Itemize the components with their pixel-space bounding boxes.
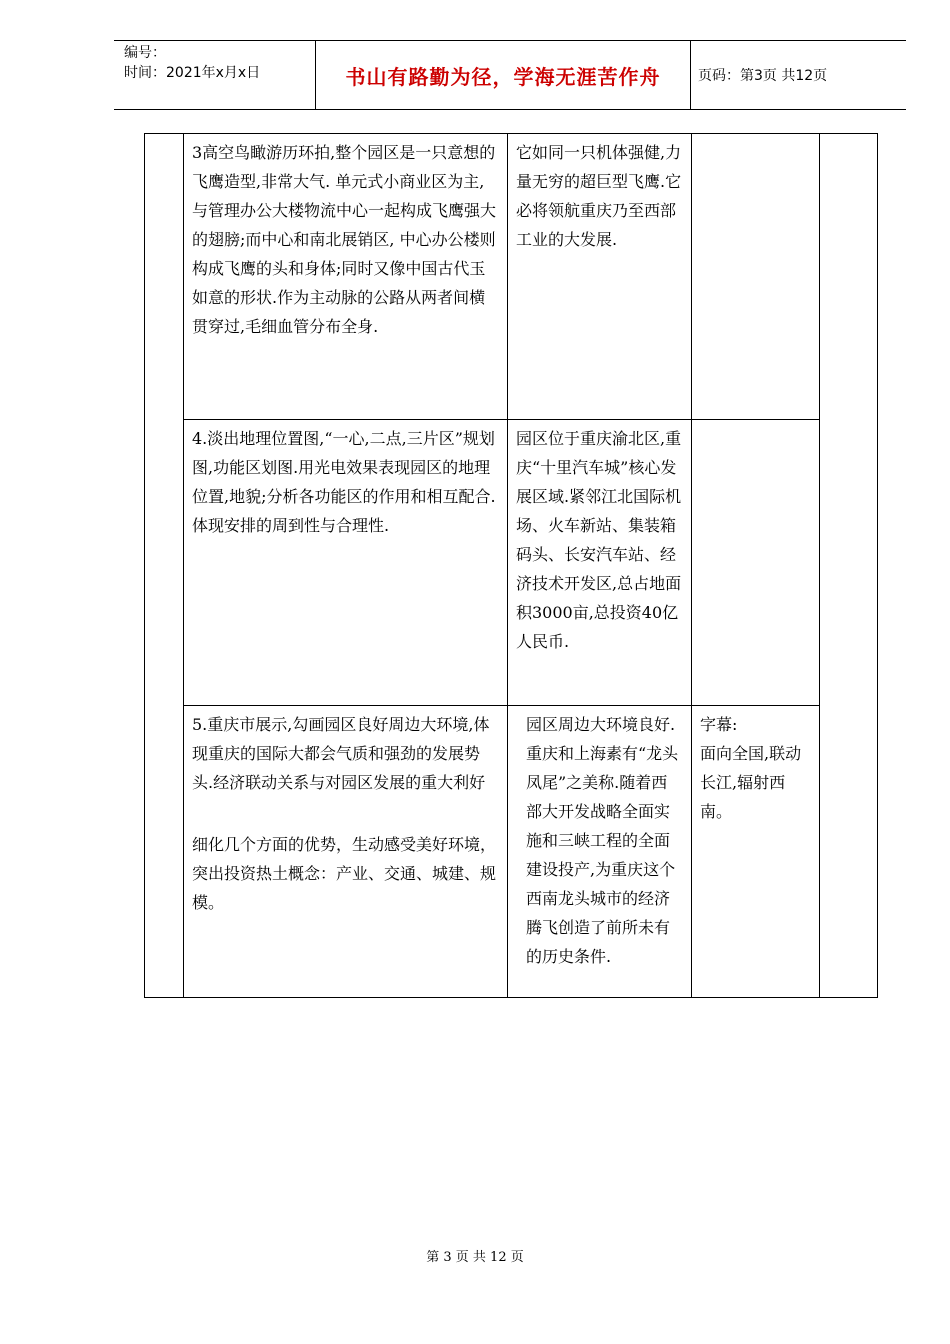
caption-text <box>692 420 819 424</box>
caption-cell <box>692 420 820 706</box>
page-header <box>114 40 906 110</box>
scene-text: 5.重庆市展示,勾画园区良好周边大环境,体现重庆的国际大都会气质和强劲的发展势头.经济联动关系与对园区发展的重大利好 <box>192 715 490 792</box>
scene-cell <box>184 134 508 420</box>
table-row <box>145 420 878 706</box>
caption-cell <box>692 134 820 420</box>
caption-text <box>692 134 819 138</box>
scene-text: 4.淡出地理位置图,“一心,二点,三片区”规划图,功能区划图.用光电效果表现园区的地理位置,地貌;分析各功能区的作用和相互配合.体现安排的周到性与合理性. <box>192 429 496 535</box>
script-table <box>144 133 878 998</box>
page-info: 页码：第3页 共12页 <box>698 68 828 84</box>
scene-cell <box>184 706 508 998</box>
narration-text: 园区周边大环境良好.重庆和上海素有“龙头凤尾”之美称.随着西部大开发战略全面实施和三峡工程的全面建设投产,为重庆这个西南龙头城市的经济腾飞创造了前所未有的历史条件. <box>526 715 679 966</box>
time-label: 时间：2021年x月x日 <box>124 65 261 81</box>
scene-extra-text: 细化几个方面的优势，生动感受美好环境，突出投资热土概念：产业、交通、城建、规模。 <box>192 835 497 912</box>
blank-left-column <box>145 134 184 998</box>
page-footer: 第 3 页 共 12 页 <box>426 1250 524 1265</box>
header-page-cell <box>690 41 906 109</box>
table-row <box>145 706 878 998</box>
narration-cell <box>508 420 692 706</box>
header-motto-cell <box>315 41 691 109</box>
caption-text: 字幕: 面向全国,联动长江,辐射西南。 <box>700 715 802 821</box>
scene-text: 3高空鸟瞰游历环拍,整个园区是一只意想的飞鹰造型,非常大气. 单元式小商业区为主,与管理办公大楼物流中心一起构成飞鹰强大的翅膀;而中心和南北展销区, 中心办公楼则构成飞鹰的头和身体;同时又像中国古代玉如意的形状.作为主动脉的公路从两者间横贯穿过,毛细血管分布全身. <box>192 143 497 336</box>
scene-cell <box>184 420 508 706</box>
table-row <box>145 134 878 420</box>
blank-right-column <box>820 134 878 998</box>
narration-text: 园区位于重庆渝北区,重庆“十里汽车城”核心发展区域.紧邻江北国际机场、火车新站、集装箱码头、长安汽车站、经济技术开发区,总占地面积3000亩,总投资40亿人民币. <box>516 429 682 651</box>
number-label: 编号： <box>124 45 166 61</box>
header-meta <box>114 41 314 109</box>
motto: 书山有路勤为径，学海无涯苦作舟 <box>345 64 661 89</box>
caption-cell <box>692 706 820 998</box>
narration-cell <box>508 134 692 420</box>
narration-cell <box>508 706 692 998</box>
narration-text: 它如同一只机体强健,力量无穷的超巨型飞鹰.它必将领航重庆乃至西部工业的大发展. <box>516 143 682 249</box>
